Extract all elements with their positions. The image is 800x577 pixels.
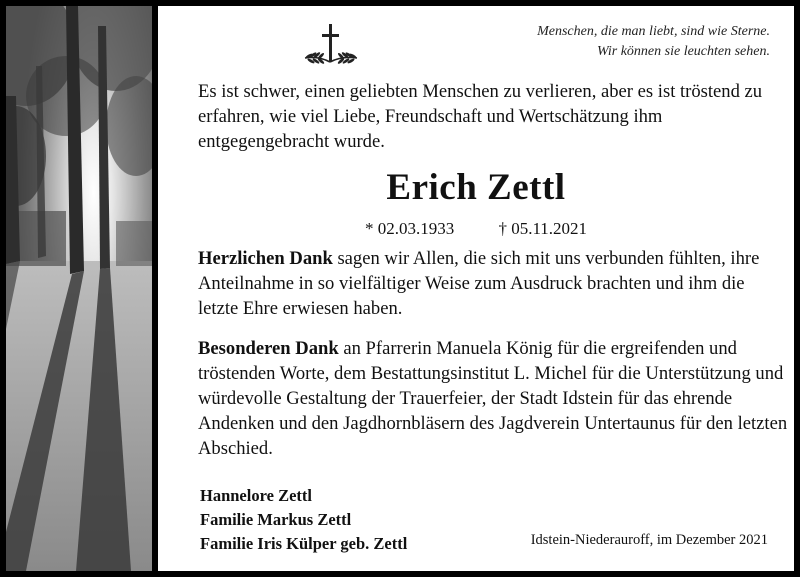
birth-date: * 02.03.1933 bbox=[364, 219, 455, 238]
signers-list bbox=[200, 484, 407, 556]
thanks-paragraph-1 bbox=[198, 246, 788, 321]
notice-panel bbox=[158, 6, 794, 571]
thanks-paragraph-2 bbox=[198, 336, 788, 461]
quote-line-1: Menschen, die man liebt, sind wie Sterne. bbox=[537, 24, 770, 39]
intro-text: Es ist schwer, einen geliebten Menschen zu verlieren, aber es ist tröstend zu erfahren, wie viel Liebe, Freundschaft und Wertschätzung ihm entgegengebracht wurde. bbox=[198, 81, 763, 152]
life-dates bbox=[158, 219, 794, 239]
thanks-1-heading: Herzlichen Dank bbox=[198, 248, 333, 269]
thanks-2-text: an Pfarrerin Manuela König für die ergreifenden und tröstenden Worte, dem Bestattungsinstitut L. Michel für die Unterstützung und würdevolle Gestaltung der Trauerfeier, der Stadt Idstein für das ehrende Andenken und den Jagdhornbläsern des Jagdverein Untertaunus für den letzten Abschied. bbox=[198, 338, 788, 459]
signer: Familie Iris Külper geb. Zettl bbox=[200, 534, 408, 553]
quote bbox=[537, 22, 770, 62]
deceased-name: Erich Zettl bbox=[386, 167, 566, 208]
signer: Familie Markus Zettl bbox=[200, 510, 352, 529]
cross-with-palm-branches-icon bbox=[301, 20, 361, 72]
thanks-2-heading: Besonderen Dank bbox=[198, 338, 339, 359]
thanks-1-text: sagen wir Allen, die sich mit uns verbunden fühlten, ihre Anteilnahme in so vielfältiger Weise zum Ausdruck brachten und ihm die letzte Ehre erwiesen haben. bbox=[198, 248, 760, 319]
death-date: † 05.11.2021 bbox=[498, 219, 588, 238]
signer: Hannelore Zettl bbox=[200, 486, 312, 505]
quote-line-2: Wir können sie leuchten sehen. bbox=[596, 44, 770, 59]
trees-sunlight-photo bbox=[6, 6, 152, 571]
place-date: Idstein-Niederauroff, im Dezember 2021 bbox=[530, 532, 768, 548]
